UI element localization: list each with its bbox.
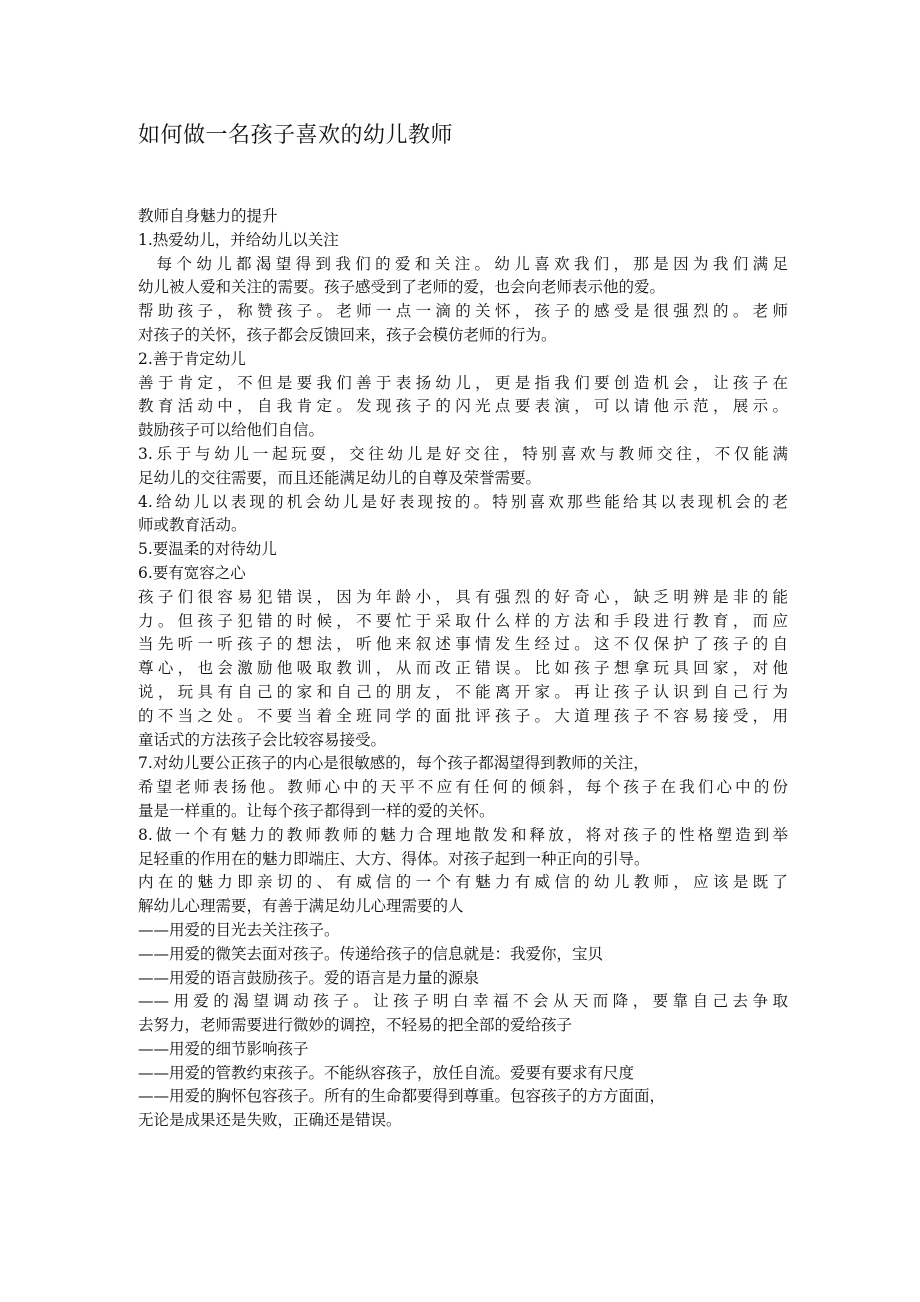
body-line: 孩子们很容易犯错误，因为年龄小，具有强烈的好奇心，缺乏明辨是非的能 bbox=[138, 587, 788, 606]
body-line: 对孩子的关怀，孩子都会反馈回来，孩子会模仿老师的行为。 bbox=[138, 325, 557, 344]
body-line: 内在的魅力即亲切的、有威信的一个有魅力有威信的幼儿教师，应该是既了 bbox=[138, 873, 788, 892]
body-line: 足幼儿的交往需要，而且还能满足幼儿的自尊及荣誉需要。 bbox=[138, 468, 542, 487]
body-line: 每个幼儿都渴望得到我们的爱和关注。幼儿喜欢我们，那是因为我们满足 bbox=[138, 254, 788, 273]
body-line: 教育活动中，自我肯定。发现孩子的闪光点要表演，可以请他示范，展示。 bbox=[138, 397, 788, 416]
body-line: 3.乐于与幼儿一起玩耍，交往幼儿是好交往，特别喜欢与教师交往，不仅能满 bbox=[138, 444, 788, 463]
body-line: ——用爱的语言鼓励孩子。爱的语言是力量的源泉 bbox=[138, 968, 480, 987]
body-line: 尊心，也会激励他吸取教训，从而改正错误。比如孩子想拿玩具回家，对他 bbox=[138, 659, 788, 678]
body-line: 帮助孩子，称赞孩子。老师一点一滴的关怀，孩子的感受是很强烈的。老师 bbox=[138, 302, 788, 321]
body-line: 无论是成果还是失败，正确还是错误。 bbox=[138, 1111, 402, 1130]
body-line: 量是一样重的。让每个孩子都得到一样的爱的关怀。 bbox=[138, 801, 495, 820]
body-line: 教师自身魅力的提升 bbox=[138, 207, 278, 225]
body-line: 1.热爱幼儿，并给幼儿以关注 bbox=[138, 230, 339, 249]
document-title: 如何做一名孩子喜欢的幼儿教师 bbox=[138, 123, 454, 148]
body-line: 鼓励孩子可以给他们自信。 bbox=[138, 421, 325, 440]
body-line: ——用爱的胸怀包容孩子。所有的生命都要得到尊重。包容孩子的方方面面， bbox=[138, 1087, 666, 1106]
document-body bbox=[138, 205, 788, 1133]
body-line: 说，玩具有自己的家和自己的朋友，不能离开家。再让孩子认识到自己行为 bbox=[138, 682, 788, 701]
body-line: 力。但孩子犯错的时候，不要忙于采取什么样的方法和手段进行教育，而应 bbox=[138, 611, 788, 630]
body-line: 善于肯定，不但是要我们善于表扬幼儿，更是指我们要创造机会，让孩子在 bbox=[138, 373, 788, 392]
body-line: 6.要有宽容之心 bbox=[138, 563, 246, 582]
body-line: 8.做一个有魅力的教师教师的魅力合理地散发和释放，将对孩子的性格塑造到举 bbox=[138, 825, 788, 844]
body-line: 师或教育活动。 bbox=[138, 516, 247, 535]
body-line: 童话式的方法孩子会比较容易接受。 bbox=[138, 730, 387, 749]
body-line: 解幼儿心理需要，有善于满足幼儿心理需要的人 bbox=[138, 897, 464, 916]
body-line: 当先听一听孩子的想法，听他来叙述事情发生经过。这不仅保护了孩子的自 bbox=[138, 635, 788, 654]
body-line: ——用爱的微笑去面对孩子。传递给孩子的信息就是：我爱你，宝贝 bbox=[138, 944, 604, 963]
body-line: ——用爱的细节影响孩子 bbox=[138, 1039, 309, 1058]
body-line: 5.要温柔的对待幼儿 bbox=[138, 540, 277, 559]
body-line: 去努力，老师需要进行微妙的调控，不轻易的把全部的爱给孩子 bbox=[138, 1016, 573, 1035]
body-line: 足轻重的作用在的魅力即端庄、大方、得体。对孩子起到一种正向的引导。 bbox=[138, 849, 650, 868]
body-line: 7.对幼儿要公正孩子的内心是很敏感的，每个孩子都渴望得到教师的关注， bbox=[138, 754, 649, 773]
body-line: ——用爱的渴望调动孩子。让孩子明白幸福不会从天而降，要靠自己去争取 bbox=[138, 992, 788, 1011]
body-line: 的不当之处。不要当着全班同学的面批评孩子。大道理孩子不容易接受，用 bbox=[138, 706, 788, 725]
body-line: 4.给幼儿以表现的机会幼儿是好表现按的。特别喜欢那些能给其以表现机会的老 bbox=[138, 492, 788, 511]
body-line: 希望老师表扬他。教师心中的天平不应有任何的倾斜，每个孩子在我们心中的份 bbox=[138, 778, 788, 797]
body-line: ——用爱的管教约束孩子。不能纵容孩子，放任自流。爱要有要求有尺度 bbox=[138, 1063, 635, 1082]
body-line: 幼儿被人爱和关注的需要。孩子感受到了老师的爱，也会向老师表示他的爱。 bbox=[138, 278, 666, 297]
body-line: 2.善于肯定幼儿 bbox=[138, 349, 246, 368]
body-line: ——用爱的目光去关注孩子。 bbox=[138, 920, 340, 939]
